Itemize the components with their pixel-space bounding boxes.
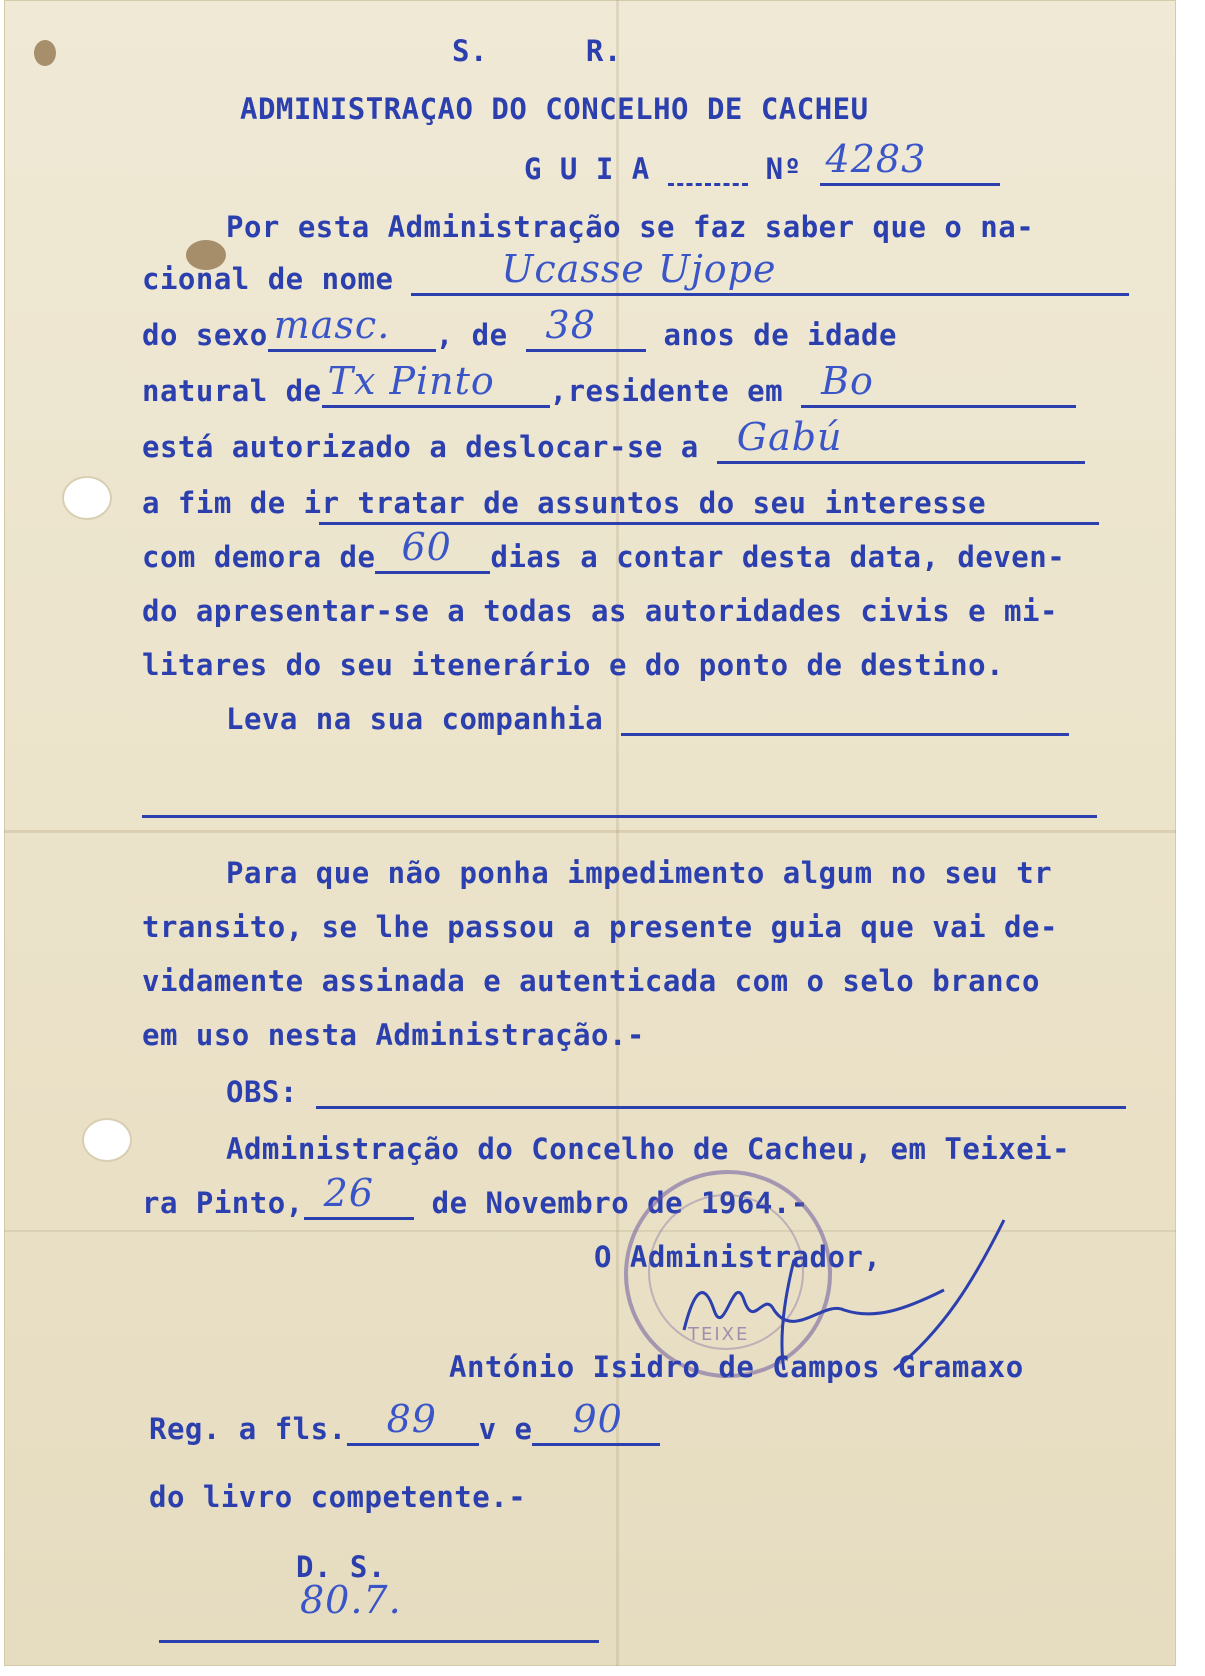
idade-value: 38 [545,303,596,347]
ds-hand-value: 80.7. [300,1578,402,1622]
local-suffix: de Novembro de 1964.- [431,1186,809,1220]
local-line-1: Administração do Concelho de Cacheu, em Teixei- [226,1132,1071,1166]
nome-value: Ucasse Ujope [501,247,777,291]
para-line-1: Para que não ponha impedimento algum no seu tr [226,856,1053,890]
nome-line [142,247,1129,296]
fls-field [347,1397,479,1446]
idade-field [526,303,646,352]
residente-field [801,359,1076,408]
intro-line: Por esta Administração se faz saber que o na- [226,210,1035,244]
nome-field [411,247,1129,296]
ds-underline [159,1640,599,1643]
demora-prefix: com demora de [142,540,376,574]
header-title: ADMINISTRAÇAO DO CONCELHO DE CACHEU [240,92,869,126]
numero-field [820,137,1000,186]
idade-prefix: , de [435,318,508,352]
fls-value: 89 [386,1397,437,1441]
natural-line [142,359,1076,408]
litares-line: litares do seu itenerário e do ponto de destino. [142,648,1005,682]
guia-label: G U I A [524,152,650,186]
obs-label: OBS: [226,1075,298,1109]
sexo-idade-line [142,303,897,352]
sexo-value: masc. [273,303,391,347]
companhia-second-line [142,815,1097,818]
companhia-label: Leva na sua companhia [226,702,604,736]
guia-line [524,137,1000,186]
reg-mid: v e [478,1412,533,1446]
companhia-field [621,703,1069,736]
obs-field [316,1076,1126,1109]
dia-field [304,1171,414,1220]
administrator-name: António Isidro de Campos Gramaxo [449,1350,1024,1384]
cargo: O Administrador, [594,1240,882,1274]
demora-suffix: dias a contar desta data, deven- [490,540,1066,574]
numero-label: Nº [765,152,802,186]
dias-value: 60 [401,525,452,569]
apresentar-line: do apresentar-se a todas as autoridades civis e mi- [142,594,1058,628]
fim-line: a fim de ir tratar de assuntos do seu interesse [142,486,987,520]
document-page [4,0,1176,1666]
ds-hand-field [294,1578,600,1624]
punch-hole-top [64,478,110,518]
stain-mark [34,40,56,66]
para-line-4: em uso nesta Administração.- [142,1018,645,1052]
dias-field [375,525,490,574]
destino-line [142,415,1085,464]
guia-dash [668,153,748,186]
seal-text: TEIXE [688,1324,750,1345]
obs-line [226,1075,1126,1109]
residente-value: Bo [821,359,874,403]
livro-line: do livro competente.- [149,1480,527,1514]
idade-suffix: anos de idade [663,318,897,352]
natural-value: Tx Pinto [327,359,495,403]
reg-prefix: Reg. a fls. [149,1412,347,1446]
registo-line [149,1397,660,1446]
local-prefix: ra Pinto, [142,1186,304,1220]
para-line-2: transito, se lhe passou a presente guia que vai de- [142,910,1058,944]
destino-field [717,415,1085,464]
autorizado-prefix: está autorizado a deslocar-se a [142,430,699,464]
demora-line [142,525,1066,574]
sexo-prefix: do sexo [142,318,268,352]
destino-value: Gabú [736,415,843,459]
nome-prefix: cional de nome [142,262,394,296]
companhia-line [226,702,1069,736]
ds-line: D. S. [296,1550,386,1584]
dia-value: 26 [323,1171,374,1215]
fold-crease-horizontal [4,830,1176,833]
sexo-field [268,303,436,352]
fls-2-field [532,1397,660,1446]
punch-hole-bottom [84,1120,130,1160]
fls-2-value: 90 [572,1397,623,1441]
para-line-3: vidamente assinada e autenticada com o selo branco [142,964,1040,998]
header-initials: S. R. [452,34,622,68]
natural-field [322,359,550,408]
residente-prefix: ,residente em [549,374,784,408]
natural-prefix: natural de [142,374,322,408]
ds-hand-line [294,1578,600,1624]
numero-value: 4283 [825,137,927,181]
